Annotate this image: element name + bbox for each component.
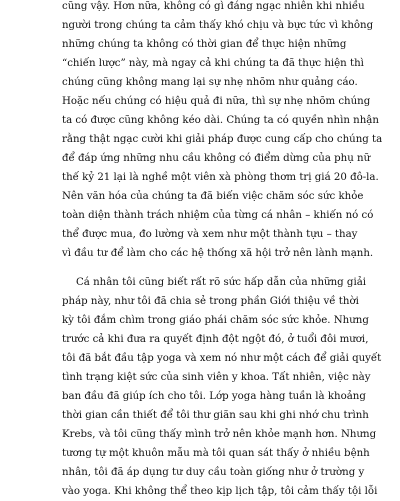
paragraph-gap <box>62 263 346 273</box>
paragraph-1 <box>62 0 383 263</box>
text-line: những chúng ta không có thời gian để thực hiện những <box>62 39 347 50</box>
text-line: ban đầu đã giúp ích cho tôi. Lớp yoga hàng tuần là khoảng <box>62 391 366 402</box>
text-line: Nên văn hóa của chúng ta đã biến việc chăm sóc sức khỏe <box>62 191 364 202</box>
text-line: để đáp ứng những nhu cầu không có điểm dừng của phụ nữ <box>62 153 371 164</box>
text-line: “chiến lược” này, mà ngay cả khi chúng ta đã thực hiện thì <box>62 58 364 69</box>
text-line: vào yoga. Khi không thể theo kịp lịch tập, tôi cảm thấy tội lỗi <box>62 486 378 497</box>
text-line: tôi đã bắt đầu tập yoga và xem nó như một cách để giải quyết <box>62 353 382 364</box>
text-line: cũng vậy. Hơn nữa, không có gì đáng ngạc nhiên khi nhiều <box>62 1 365 12</box>
text-line: toàn diện thành trách nhiệm của từng cá nhân – khiến nó có <box>62 210 374 221</box>
text-line: trước cả khi đưa ra quyết định đột ngột đó, ở tuổi đôi mươi, <box>62 334 369 345</box>
text-line: pháp này, như tôi đã chia sẻ trong phần Giới thiệu về thời <box>62 296 359 307</box>
text-line: chúng cũng không mang lại sự nhẹ nhõm như quảng cáo. <box>62 77 358 88</box>
text-line: thể được mua, đo lường và xem như một thành tựu – thay <box>62 229 358 240</box>
text-line: vì đầu tư để làm cho các hệ thống xã hội trở nên lành mạnh. <box>62 248 374 259</box>
body-text <box>62 0 383 501</box>
text-line: kỳ tôi đắm chìm trong giáo phái chăm sóc sức khỏe. Nhưng <box>62 315 369 326</box>
paragraph-2 <box>62 273 382 501</box>
text-line: Hoặc nếu chúng có hiệu quả đi nữa, thì sự nhẹ nhõm chúng <box>62 96 371 107</box>
text-line: Cá nhân tôi cũng biết rất rõ sức hấp dẫn của những giải <box>76 277 367 288</box>
text-line: Krebs, và tôi cũng thấy mình trở nên khỏe mạnh hơn. Nhưng <box>62 429 377 440</box>
text-line: nhân, tôi đã áp dụng tư duy cầu toàn giống như ở trường y <box>62 467 365 478</box>
text-line: rằng thật ngạc cười khi giải pháp được cung cấp cho chúng ta <box>62 134 383 145</box>
text-line: thời gian cần thiết để tôi thư giãn sau khi ghi nhớ chu trình <box>62 410 369 421</box>
text-line: người trong chúng ta cảm thấy khó chịu và bực tức vì không <box>62 20 374 31</box>
text-line: tình trạng kiệt sức của sinh viên y khoa. Tất nhiên, việc này <box>62 372 371 383</box>
text-line: thế kỷ 21 lại là nghề một viên xà phòng thơm trị giá 20 đô-la. <box>62 172 379 183</box>
text-line: tương tự một khuôn mẫu mà tôi quan sát thấy ở nhiều bệnh <box>62 448 370 459</box>
text-line: ta có được cũng không kéo dài. Chúng ta có quyền nhìn nhận <box>62 115 379 126</box>
